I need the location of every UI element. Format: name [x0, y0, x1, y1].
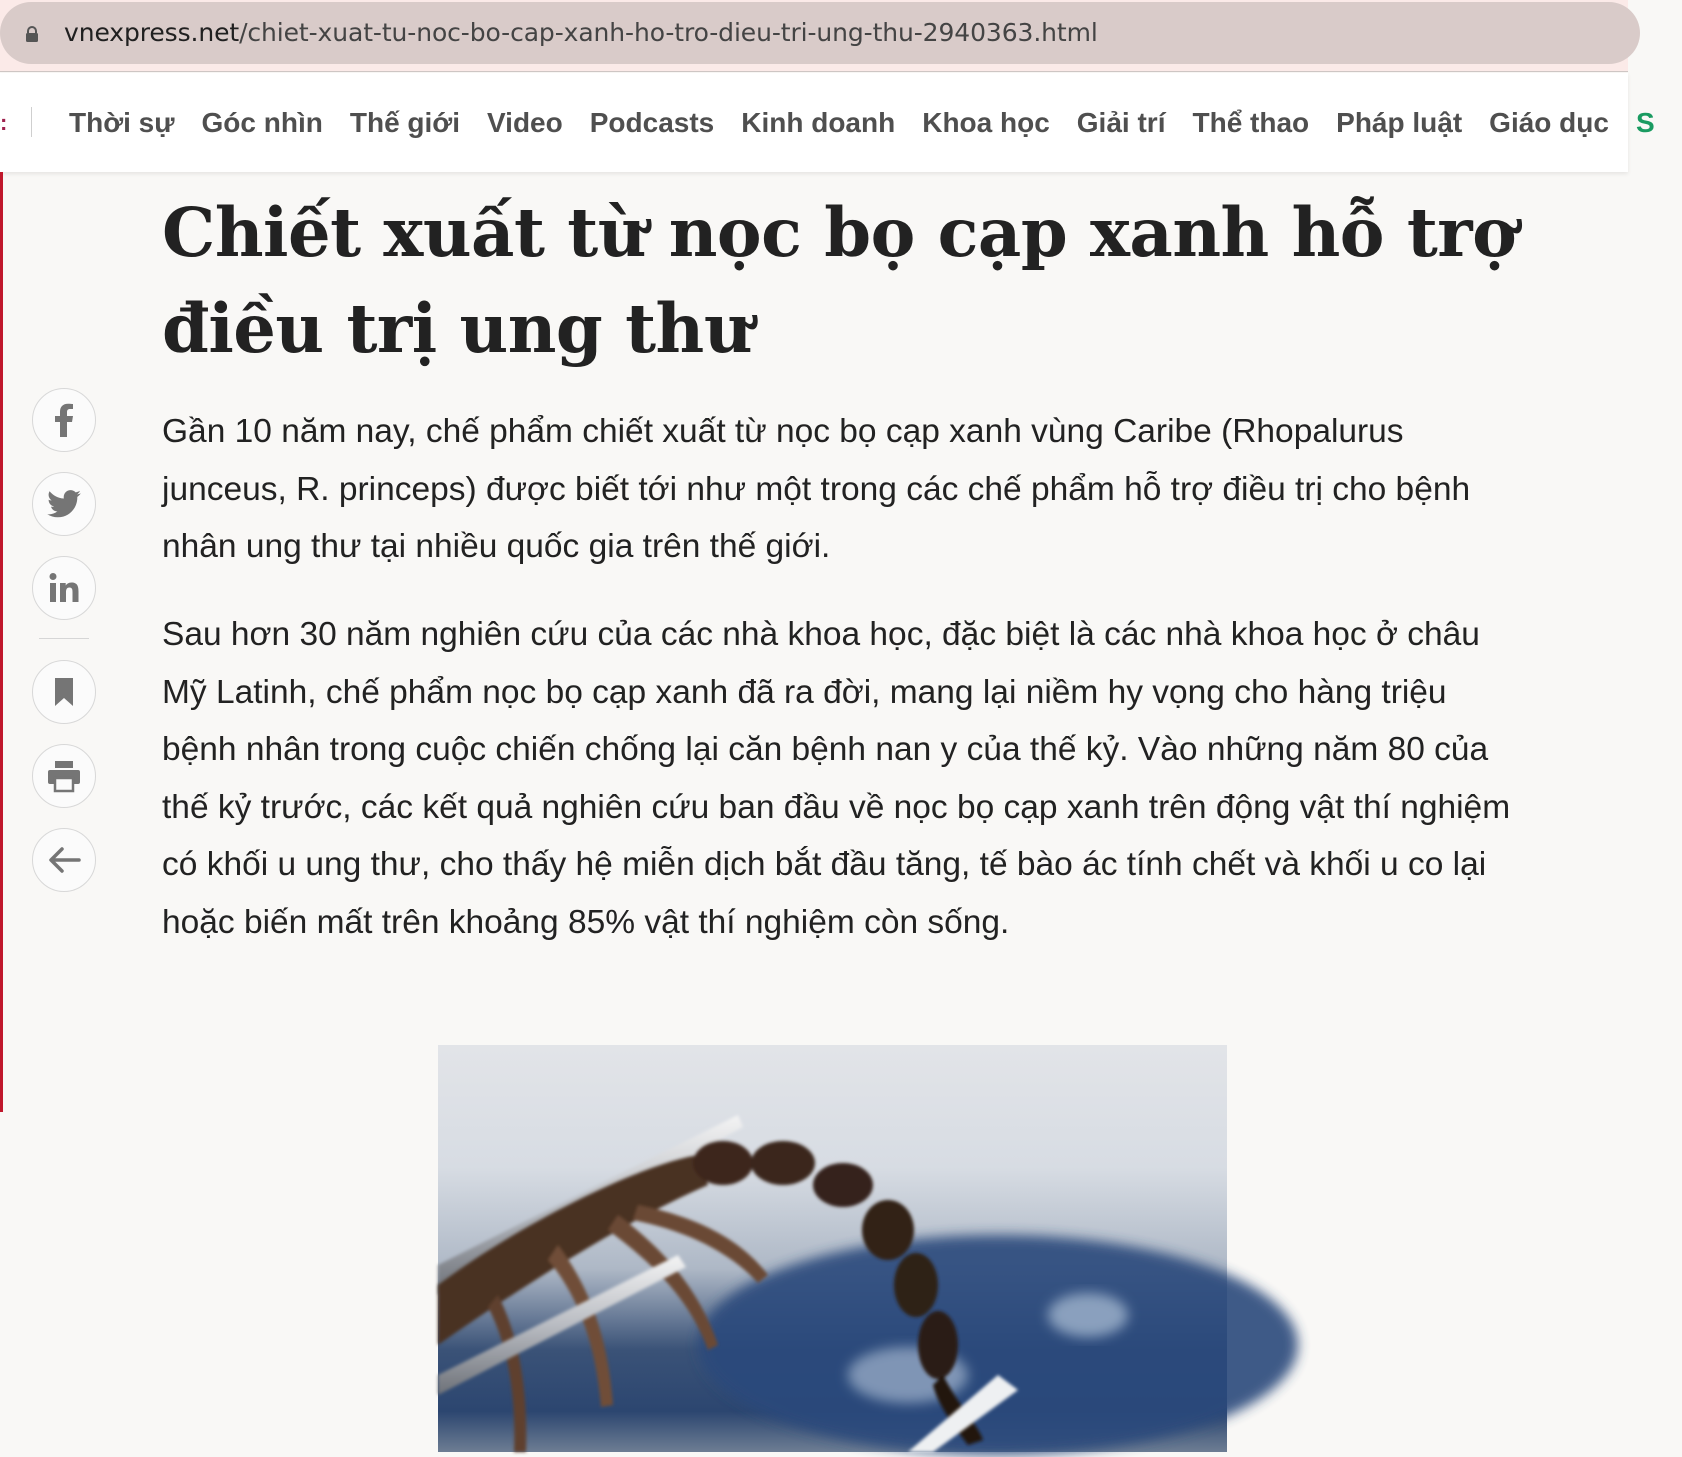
facebook-icon	[50, 403, 78, 437]
nav-item-video[interactable]: Video	[487, 107, 563, 138]
nav-item-giao-duc[interactable]: Giáo dục	[1489, 107, 1609, 138]
address-bar[interactable]	[0, 2, 1640, 64]
nav-item-goc-nhin[interactable]: Góc nhìn	[201, 107, 323, 138]
article-paragraph: Sau hơn 30 năm nghiên cứu của các nhà khoa học, đặc biệt là các nhà khoa học ở châu Mỹ Latinh, chế phẩm nọc bọ cạp xanh đã ra đời, mang lại niềm hy vọng cho hàng triệu bệnh nhân trong cuộc chiến chống lại căn bệnh nan y của thế kỷ. Vào những năm 80 của thế kỷ trước, các kết quả nghiên cứu ban đầu về nọc bọ cạp xanh trên động vật thí nghiệm có khối u ung thư, cho thấy hệ miễn dịch bắt đầu tăng, tế bào ác tính chết và khối u co lại hoặc biến mất trên khoảng 85% vật thí nghiệm còn sống.	[162, 616, 1511, 941]
browser-toolbar	[0, 0, 1628, 72]
lock-icon[interactable]	[24, 26, 40, 42]
print-button[interactable]	[32, 744, 96, 808]
linkedin-share-button[interactable]	[32, 556, 96, 620]
print-icon	[47, 760, 81, 792]
nav-items	[69, 105, 1682, 141]
nav-item-the-thao[interactable]: Thể thao	[1192, 107, 1310, 138]
article-title: Chiết xuất từ nọc bọ cạp xanh hỗ trợ điều trị ung thư	[162, 193, 1517, 368]
twitter-icon	[47, 490, 81, 518]
bookmark-icon	[53, 677, 75, 707]
page-edge-accent	[0, 172, 3, 1112]
article-photo[interactable]	[438, 1045, 1227, 1452]
site-nav	[0, 73, 1655, 172]
back-arrow-icon	[47, 846, 81, 874]
nav-item-suc-khoe[interactable]: S	[1635, 107, 1655, 138]
nav-overflow-marker: :	[0, 110, 8, 135]
url-text[interactable]	[64, 18, 1098, 47]
facebook-share-button[interactable]	[32, 388, 96, 452]
nav-item-kinh-doanh[interactable]: Kinh doanh	[741, 107, 896, 138]
nav-item-thoi-su[interactable]: Thời sự	[69, 107, 175, 138]
back-button[interactable]	[32, 828, 96, 892]
linkedin-icon	[48, 572, 80, 604]
nav-divider	[31, 107, 32, 137]
nav-item-phap-luat[interactable]: Pháp luật	[1336, 107, 1463, 138]
save-article-button[interactable]	[32, 660, 96, 724]
url-domain: vnexpress.net	[64, 18, 240, 47]
twitter-share-button[interactable]	[32, 472, 96, 536]
social-divider	[39, 638, 89, 639]
nav-item-giai-tri[interactable]: Giải trí	[1076, 107, 1166, 138]
nav-item-khoa-hoc[interactable]: Khoa học	[922, 107, 1050, 138]
article-lead: Gần 10 năm nay, chế phẩm chiết xuất từ nọc bọ cạp xanh vùng Caribe (Rhopalurus junceus, R. princeps) được biết tới như một trong các chế phẩm hỗ trợ điều trị cho bệnh nhân ung thư tại nhiều quốc gia trên thế giới.	[162, 413, 1471, 565]
scorpion-photo-illustration	[438, 1045, 1227, 1452]
nav-item-the-gioi[interactable]: Thế giới	[349, 107, 460, 138]
url-path: /chiet-xuat-tu-noc-bo-cap-xanh-ho-tro-dieu-tri-ung-thu-2940363.html	[239, 18, 1098, 47]
nav-item-podcasts[interactable]: Podcasts	[589, 107, 715, 138]
